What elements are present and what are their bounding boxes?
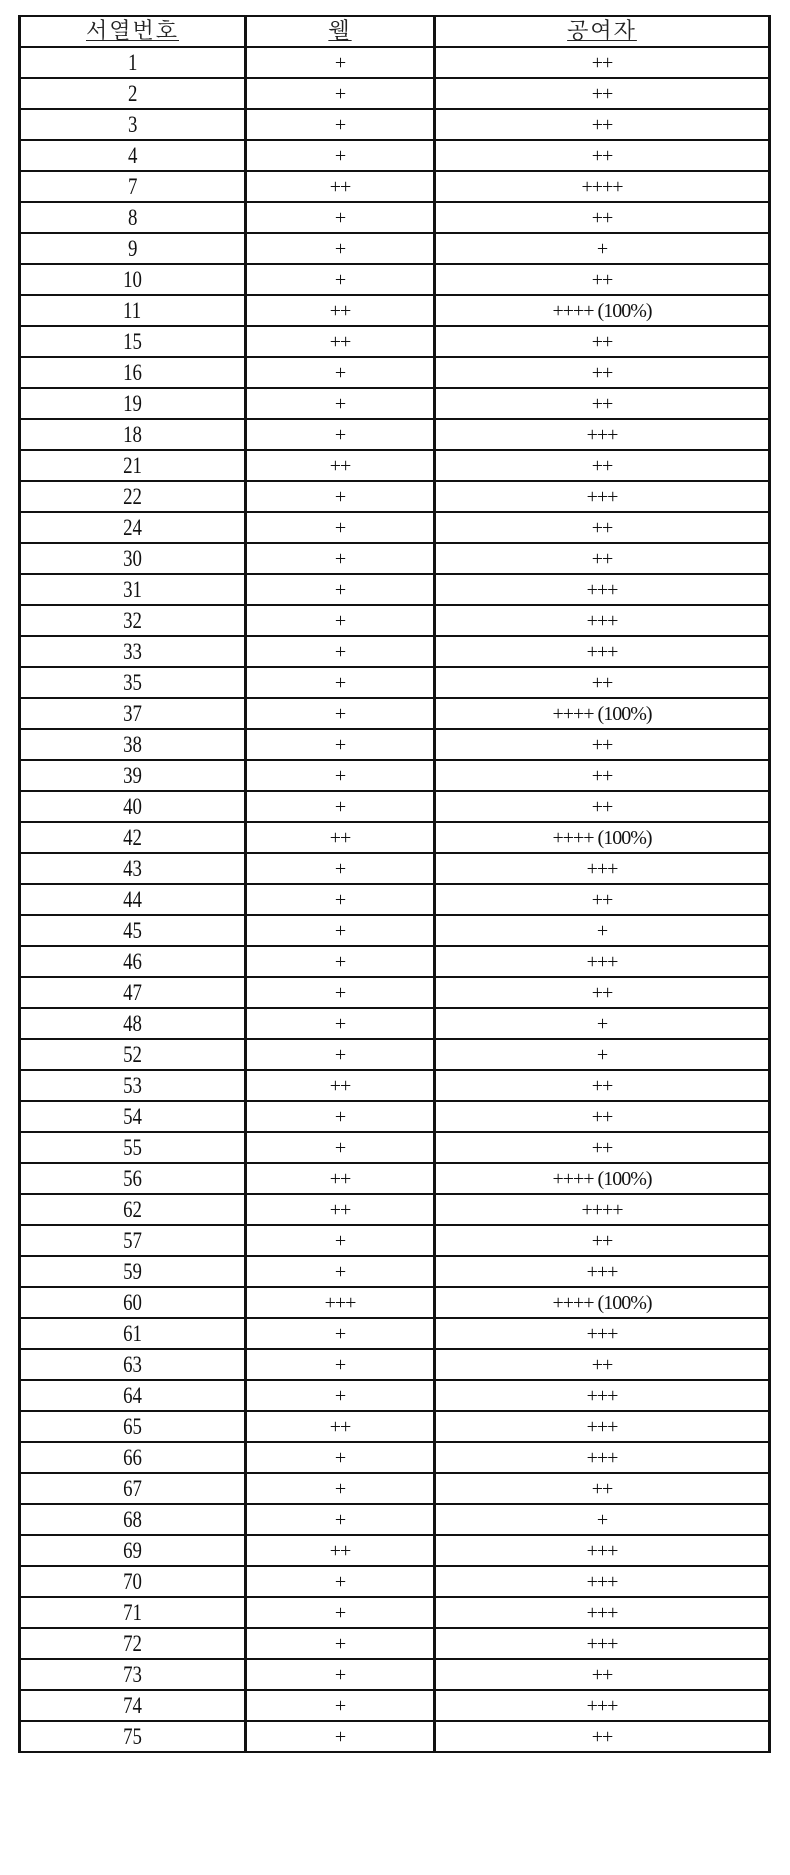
sequence-number-text: 47	[123, 980, 142, 1005]
cell-donor: +	[435, 915, 770, 946]
table-row	[20, 1101, 770, 1132]
cell-sequence-number	[20, 791, 246, 822]
table-row	[20, 171, 770, 202]
table-row	[20, 1380, 770, 1411]
cell-donor: ++	[435, 791, 770, 822]
sequence-number-text: 72	[123, 1631, 142, 1656]
table-row	[20, 853, 770, 884]
cell-well: +	[246, 233, 435, 264]
sequence-number-text: 33	[123, 639, 142, 664]
cell-sequence-number	[20, 977, 246, 1008]
cell-donor: ++	[435, 264, 770, 295]
cell-sequence-number	[20, 1597, 246, 1628]
cell-sequence-number	[20, 295, 246, 326]
sequence-number-text: 70	[123, 1569, 142, 1594]
sequence-number-text: 11	[123, 298, 142, 323]
cell-well: +	[246, 1380, 435, 1411]
sequence-number-text: 18	[123, 422, 142, 447]
cell-donor: ++++	[435, 171, 770, 202]
header-donor: 공여자	[435, 16, 770, 47]
sequence-number-text: 52	[123, 1042, 142, 1067]
cell-sequence-number	[20, 1256, 246, 1287]
cell-donor: ++	[435, 450, 770, 481]
sequence-number-text: 71	[123, 1600, 142, 1625]
table-row	[20, 760, 770, 791]
cell-donor: ++	[435, 1225, 770, 1256]
table-row	[20, 1597, 770, 1628]
cell-well: +	[246, 1690, 435, 1721]
cell-sequence-number	[20, 264, 246, 295]
cell-sequence-number	[20, 946, 246, 977]
table-row	[20, 1659, 770, 1690]
table-row	[20, 140, 770, 171]
sequence-number-text: 59	[123, 1259, 142, 1284]
sequence-number-text: 7	[127, 174, 138, 199]
table-row	[20, 1442, 770, 1473]
cell-well: +	[246, 1473, 435, 1504]
table-row	[20, 1411, 770, 1442]
cell-donor: +	[435, 233, 770, 264]
table-row	[20, 791, 770, 822]
sequence-number-text: 22	[123, 484, 142, 509]
sequence-number-text: 42	[123, 825, 142, 850]
cell-donor: ++	[435, 1473, 770, 1504]
table-row	[20, 326, 770, 357]
header-well: 웰	[246, 16, 435, 47]
sequence-number-text: 57	[123, 1228, 142, 1253]
sequence-number-text: 73	[123, 1662, 142, 1687]
sequence-number-text: 61	[123, 1321, 142, 1346]
cell-well: +	[246, 1225, 435, 1256]
cell-sequence-number	[20, 698, 246, 729]
sequence-number-text: 16	[123, 360, 142, 385]
cell-donor: ++	[435, 729, 770, 760]
cell-sequence-number	[20, 1070, 246, 1101]
cell-well: +	[246, 1442, 435, 1473]
cell-donor: ++	[435, 543, 770, 574]
cell-well: +	[246, 1101, 435, 1132]
cell-well: ++	[246, 1535, 435, 1566]
cell-sequence-number	[20, 1690, 246, 1721]
table-row	[20, 481, 770, 512]
sequence-number-text: 38	[123, 732, 142, 757]
cell-donor: +++	[435, 946, 770, 977]
cell-donor: +++	[435, 1318, 770, 1349]
cell-donor: ++	[435, 1659, 770, 1690]
table-row	[20, 1535, 770, 1566]
cell-sequence-number	[20, 357, 246, 388]
sequence-number-text: 63	[123, 1352, 142, 1377]
cell-well: +	[246, 915, 435, 946]
sequence-number-text: 67	[123, 1476, 142, 1501]
cell-well: +	[246, 357, 435, 388]
cell-well: +	[246, 636, 435, 667]
cell-donor: ++	[435, 357, 770, 388]
sequence-number-text: 3	[127, 112, 138, 137]
table-row	[20, 1039, 770, 1070]
cell-well: +	[246, 1628, 435, 1659]
cell-well: +	[246, 884, 435, 915]
cell-donor: ++	[435, 977, 770, 1008]
cell-sequence-number	[20, 1659, 246, 1690]
table-row	[20, 1566, 770, 1597]
sequence-number-text: 62	[123, 1197, 142, 1222]
cell-sequence-number	[20, 1008, 246, 1039]
cell-sequence-number	[20, 1349, 246, 1380]
sequence-number-text: 60	[123, 1290, 142, 1315]
sequence-number-text: 15	[123, 329, 142, 354]
cell-donor: +++	[435, 419, 770, 450]
results-table	[18, 15, 771, 1753]
sequence-number-text: 68	[123, 1507, 142, 1532]
cell-well: +	[246, 264, 435, 295]
table-row	[20, 977, 770, 1008]
sequence-number-text: 35	[123, 670, 142, 695]
sequence-number-text: 39	[123, 763, 142, 788]
table-row	[20, 1473, 770, 1504]
sequence-number-text: 46	[123, 949, 142, 974]
cell-sequence-number	[20, 1628, 246, 1659]
cell-well: +	[246, 667, 435, 698]
cell-well: ++	[246, 1163, 435, 1194]
table-row	[20, 1225, 770, 1256]
cell-well: +	[246, 1659, 435, 1690]
table-row	[20, 1721, 770, 1752]
cell-well: +	[246, 946, 435, 977]
cell-sequence-number	[20, 1442, 246, 1473]
cell-well: ++	[246, 326, 435, 357]
cell-sequence-number	[20, 47, 246, 78]
table-row	[20, 264, 770, 295]
cell-donor: ++	[435, 512, 770, 543]
table-row	[20, 1132, 770, 1163]
cell-sequence-number	[20, 574, 246, 605]
cell-well: +	[246, 1008, 435, 1039]
cell-sequence-number	[20, 1504, 246, 1535]
cell-sequence-number	[20, 1287, 246, 1318]
table-row	[20, 1349, 770, 1380]
header-row	[20, 16, 770, 47]
cell-well: +	[246, 1504, 435, 1535]
cell-sequence-number	[20, 202, 246, 233]
cell-sequence-number	[20, 450, 246, 481]
cell-well: +	[246, 1597, 435, 1628]
cell-sequence-number	[20, 419, 246, 450]
cell-donor: ++	[435, 667, 770, 698]
cell-well: +	[246, 1039, 435, 1070]
cell-donor: +++	[435, 853, 770, 884]
table-row	[20, 946, 770, 977]
sequence-number-text: 37	[123, 701, 142, 726]
cell-sequence-number	[20, 822, 246, 853]
cell-sequence-number	[20, 1318, 246, 1349]
cell-donor: ++	[435, 1070, 770, 1101]
cell-well: +	[246, 977, 435, 1008]
cell-sequence-number	[20, 605, 246, 636]
table-row	[20, 109, 770, 140]
cell-well: +	[246, 388, 435, 419]
cell-well: +	[246, 760, 435, 791]
sequence-number-text: 21	[123, 453, 142, 478]
cell-well: +	[246, 481, 435, 512]
cell-well: +	[246, 1132, 435, 1163]
table-row	[20, 884, 770, 915]
cell-donor: ++	[435, 884, 770, 915]
cell-donor: ++++ (100%)	[435, 822, 770, 853]
cell-sequence-number	[20, 853, 246, 884]
table-row	[20, 543, 770, 574]
cell-sequence-number	[20, 1039, 246, 1070]
cell-donor: +++	[435, 1380, 770, 1411]
cell-well: +	[246, 1349, 435, 1380]
cell-donor: ++++ (100%)	[435, 698, 770, 729]
cell-donor: +++	[435, 481, 770, 512]
cell-sequence-number	[20, 667, 246, 698]
cell-donor: ++	[435, 202, 770, 233]
cell-well: +	[246, 512, 435, 543]
sequence-number-text: 31	[123, 577, 142, 602]
cell-well: +	[246, 543, 435, 574]
cell-donor: +	[435, 1039, 770, 1070]
cell-sequence-number	[20, 109, 246, 140]
cell-sequence-number	[20, 1721, 246, 1752]
cell-well: +++	[246, 1287, 435, 1318]
table-row	[20, 729, 770, 760]
table-row	[20, 1287, 770, 1318]
cell-sequence-number	[20, 1535, 246, 1566]
sequence-number-text: 1	[127, 50, 138, 75]
cell-donor: +++	[435, 636, 770, 667]
cell-sequence-number	[20, 1566, 246, 1597]
cell-sequence-number	[20, 1163, 246, 1194]
table-row	[20, 47, 770, 78]
cell-well: +	[246, 78, 435, 109]
cell-donor: +++	[435, 574, 770, 605]
cell-donor: ++++ (100%)	[435, 295, 770, 326]
cell-donor: ++	[435, 109, 770, 140]
cell-donor: +++	[435, 1566, 770, 1597]
cell-sequence-number	[20, 171, 246, 202]
cell-donor: +++	[435, 1411, 770, 1442]
sequence-number-text: 56	[123, 1166, 142, 1191]
cell-well: ++	[246, 171, 435, 202]
cell-sequence-number	[20, 140, 246, 171]
cell-donor: ++++	[435, 1194, 770, 1225]
cell-sequence-number	[20, 1194, 246, 1225]
sequence-number-text: 53	[123, 1073, 142, 1098]
table-body	[20, 47, 770, 1752]
table-row	[20, 1163, 770, 1194]
table-row	[20, 915, 770, 946]
sequence-number-text: 75	[123, 1724, 142, 1749]
table-row	[20, 574, 770, 605]
table-row	[20, 1318, 770, 1349]
table-row	[20, 295, 770, 326]
table-header	[20, 16, 770, 47]
table-row	[20, 419, 770, 450]
table-row	[20, 450, 770, 481]
sequence-number-text: 44	[123, 887, 142, 912]
header-sequence-number: 서열번호	[20, 16, 246, 47]
cell-well: ++	[246, 1070, 435, 1101]
table-row	[20, 78, 770, 109]
cell-well: +	[246, 729, 435, 760]
cell-well: ++	[246, 295, 435, 326]
cell-well: +	[246, 140, 435, 171]
cell-donor: ++	[435, 1101, 770, 1132]
cell-sequence-number	[20, 1473, 246, 1504]
cell-well: +	[246, 202, 435, 233]
cell-sequence-number	[20, 543, 246, 574]
cell-donor: ++	[435, 140, 770, 171]
cell-well: +	[246, 1318, 435, 1349]
cell-donor: +++	[435, 605, 770, 636]
cell-well: +	[246, 791, 435, 822]
table-row	[20, 1194, 770, 1225]
cell-sequence-number	[20, 1411, 246, 1442]
cell-well: +	[246, 1566, 435, 1597]
cell-sequence-number	[20, 512, 246, 543]
cell-donor: ++++ (100%)	[435, 1287, 770, 1318]
cell-well: +	[246, 853, 435, 884]
table-row	[20, 1690, 770, 1721]
table-row	[20, 1256, 770, 1287]
results-table-container	[18, 15, 768, 1753]
sequence-number-text: 30	[123, 546, 142, 571]
table-row	[20, 1070, 770, 1101]
sequence-number-text: 10	[123, 267, 142, 292]
table-row	[20, 388, 770, 419]
table-row	[20, 1504, 770, 1535]
sequence-number-text: 65	[123, 1414, 142, 1439]
cell-donor: ++	[435, 326, 770, 357]
cell-donor: +++	[435, 1597, 770, 1628]
cell-sequence-number	[20, 233, 246, 264]
cell-donor: +	[435, 1504, 770, 1535]
cell-donor: +++	[435, 1535, 770, 1566]
cell-donor: +++	[435, 1690, 770, 1721]
cell-sequence-number	[20, 884, 246, 915]
sequence-number-text: 55	[123, 1135, 142, 1160]
cell-well: ++	[246, 822, 435, 853]
cell-sequence-number	[20, 481, 246, 512]
table-row	[20, 822, 770, 853]
sequence-number-text: 4	[127, 143, 138, 168]
sequence-number-text: 40	[123, 794, 142, 819]
sequence-number-text: 2	[127, 81, 138, 106]
cell-donor: ++++ (100%)	[435, 1163, 770, 1194]
sequence-number-text: 54	[123, 1104, 142, 1129]
cell-sequence-number	[20, 760, 246, 791]
cell-well: +	[246, 574, 435, 605]
cell-donor: +++	[435, 1628, 770, 1659]
cell-well: ++	[246, 1194, 435, 1225]
cell-donor: ++	[435, 760, 770, 791]
cell-well: +	[246, 47, 435, 78]
table-row	[20, 357, 770, 388]
cell-donor: +++	[435, 1256, 770, 1287]
cell-donor: +	[435, 1008, 770, 1039]
cell-sequence-number	[20, 388, 246, 419]
table-row	[20, 698, 770, 729]
cell-well: +	[246, 419, 435, 450]
cell-well: +	[246, 605, 435, 636]
cell-donor: ++	[435, 1349, 770, 1380]
cell-sequence-number	[20, 1132, 246, 1163]
cell-sequence-number	[20, 729, 246, 760]
table-row	[20, 636, 770, 667]
cell-donor: ++	[435, 1721, 770, 1752]
table-row	[20, 512, 770, 543]
cell-donor: ++	[435, 388, 770, 419]
sequence-number-text: 48	[123, 1011, 142, 1036]
cell-well: ++	[246, 1411, 435, 1442]
cell-donor: +++	[435, 1442, 770, 1473]
cell-sequence-number	[20, 636, 246, 667]
cell-well: +	[246, 109, 435, 140]
cell-sequence-number	[20, 1380, 246, 1411]
cell-well: +	[246, 698, 435, 729]
table-row	[20, 233, 770, 264]
table-row	[20, 1628, 770, 1659]
cell-sequence-number	[20, 326, 246, 357]
cell-well: ++	[246, 450, 435, 481]
sequence-number-text: 24	[123, 515, 142, 540]
table-row	[20, 202, 770, 233]
sequence-number-text: 66	[123, 1445, 142, 1470]
sequence-number-text: 8	[127, 205, 138, 230]
cell-sequence-number	[20, 78, 246, 109]
table-row	[20, 605, 770, 636]
table-row	[20, 1008, 770, 1039]
sequence-number-text: 45	[123, 918, 142, 943]
cell-donor: ++	[435, 47, 770, 78]
sequence-number-text: 74	[123, 1693, 142, 1718]
cell-sequence-number	[20, 1101, 246, 1132]
sequence-number-text: 69	[123, 1538, 142, 1563]
cell-sequence-number	[20, 915, 246, 946]
table-row	[20, 667, 770, 698]
sequence-number-text: 19	[123, 391, 142, 416]
sequence-number-text: 32	[123, 608, 142, 633]
cell-well: +	[246, 1256, 435, 1287]
sequence-number-text: 64	[123, 1383, 142, 1408]
cell-donor: ++	[435, 1132, 770, 1163]
cell-donor: ++	[435, 78, 770, 109]
sequence-number-text: 43	[123, 856, 142, 881]
sequence-number-text: 9	[127, 236, 138, 261]
cell-well: +	[246, 1721, 435, 1752]
cell-sequence-number	[20, 1225, 246, 1256]
